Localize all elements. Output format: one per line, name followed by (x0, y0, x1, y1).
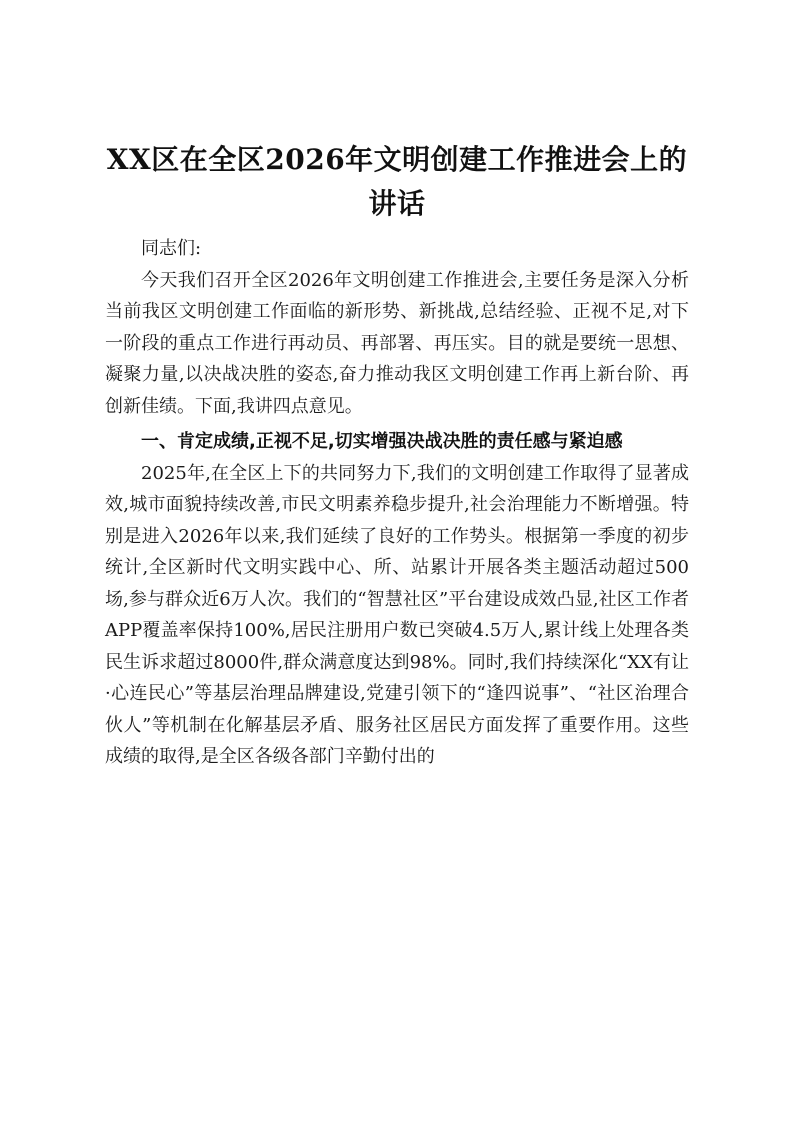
document-content (105, 138, 689, 773)
section-paragraph: 2025年,在全区上下的共同努力下,我们的文明创建工作取得了显著成效,城市面貌持续改善,市民文明素养稳步提升,社会治理能力不断增强。特别是进入2026年以来,我们延续了良好的工作势头。根据第一季度的初步统计,全区新时代文明实践中心、所、站累计开展各类主题活动超过500场,参与群众近6万人次。我们的“智慧社区”平台建设成效凸显,社区工作者APP覆盖率保持100%,居民注册用户数已突破4.5万人,累计线上处理各类民生诉求超过8000件,群众满意度达到98%。同时,我们持续深化“XX有让·心连民心”等基层治理品牌建设,党建引领下的“逢四说事”、“社区治理合伙人”等机制在化解基层矛盾、服务社区居民方面发挥了重要作用。这些成绩的取得,是全区各级各部门辛勤付出的 (105, 462, 689, 767)
title-line-1: XX区在全区2026年文明创建工作推进会上的 (106, 143, 688, 176)
section-heading: 一、肯定成绩,正视不足,切实增强决战决胜的责任感与紧迫感 (141, 431, 623, 452)
document-title (105, 138, 689, 226)
title-line-2: 讲话 (368, 187, 426, 220)
salutation: 同志们: (141, 238, 202, 259)
intro-paragraph: 今天我们召开全区2026年文明创建工作推进会,主要任务是深入分析当前我区文明创建工作面临的新形势、新挑战,总结经验、正视不足,对下一阶段的重点工作进行再动员、再部署、再压实。目的就是要统一思想、凝聚力量,以决战决胜的姿态,奋力推动我区文明创建工作再上新台阶、再创新佳绩。下面,我讲四点意见。 (105, 269, 689, 417)
